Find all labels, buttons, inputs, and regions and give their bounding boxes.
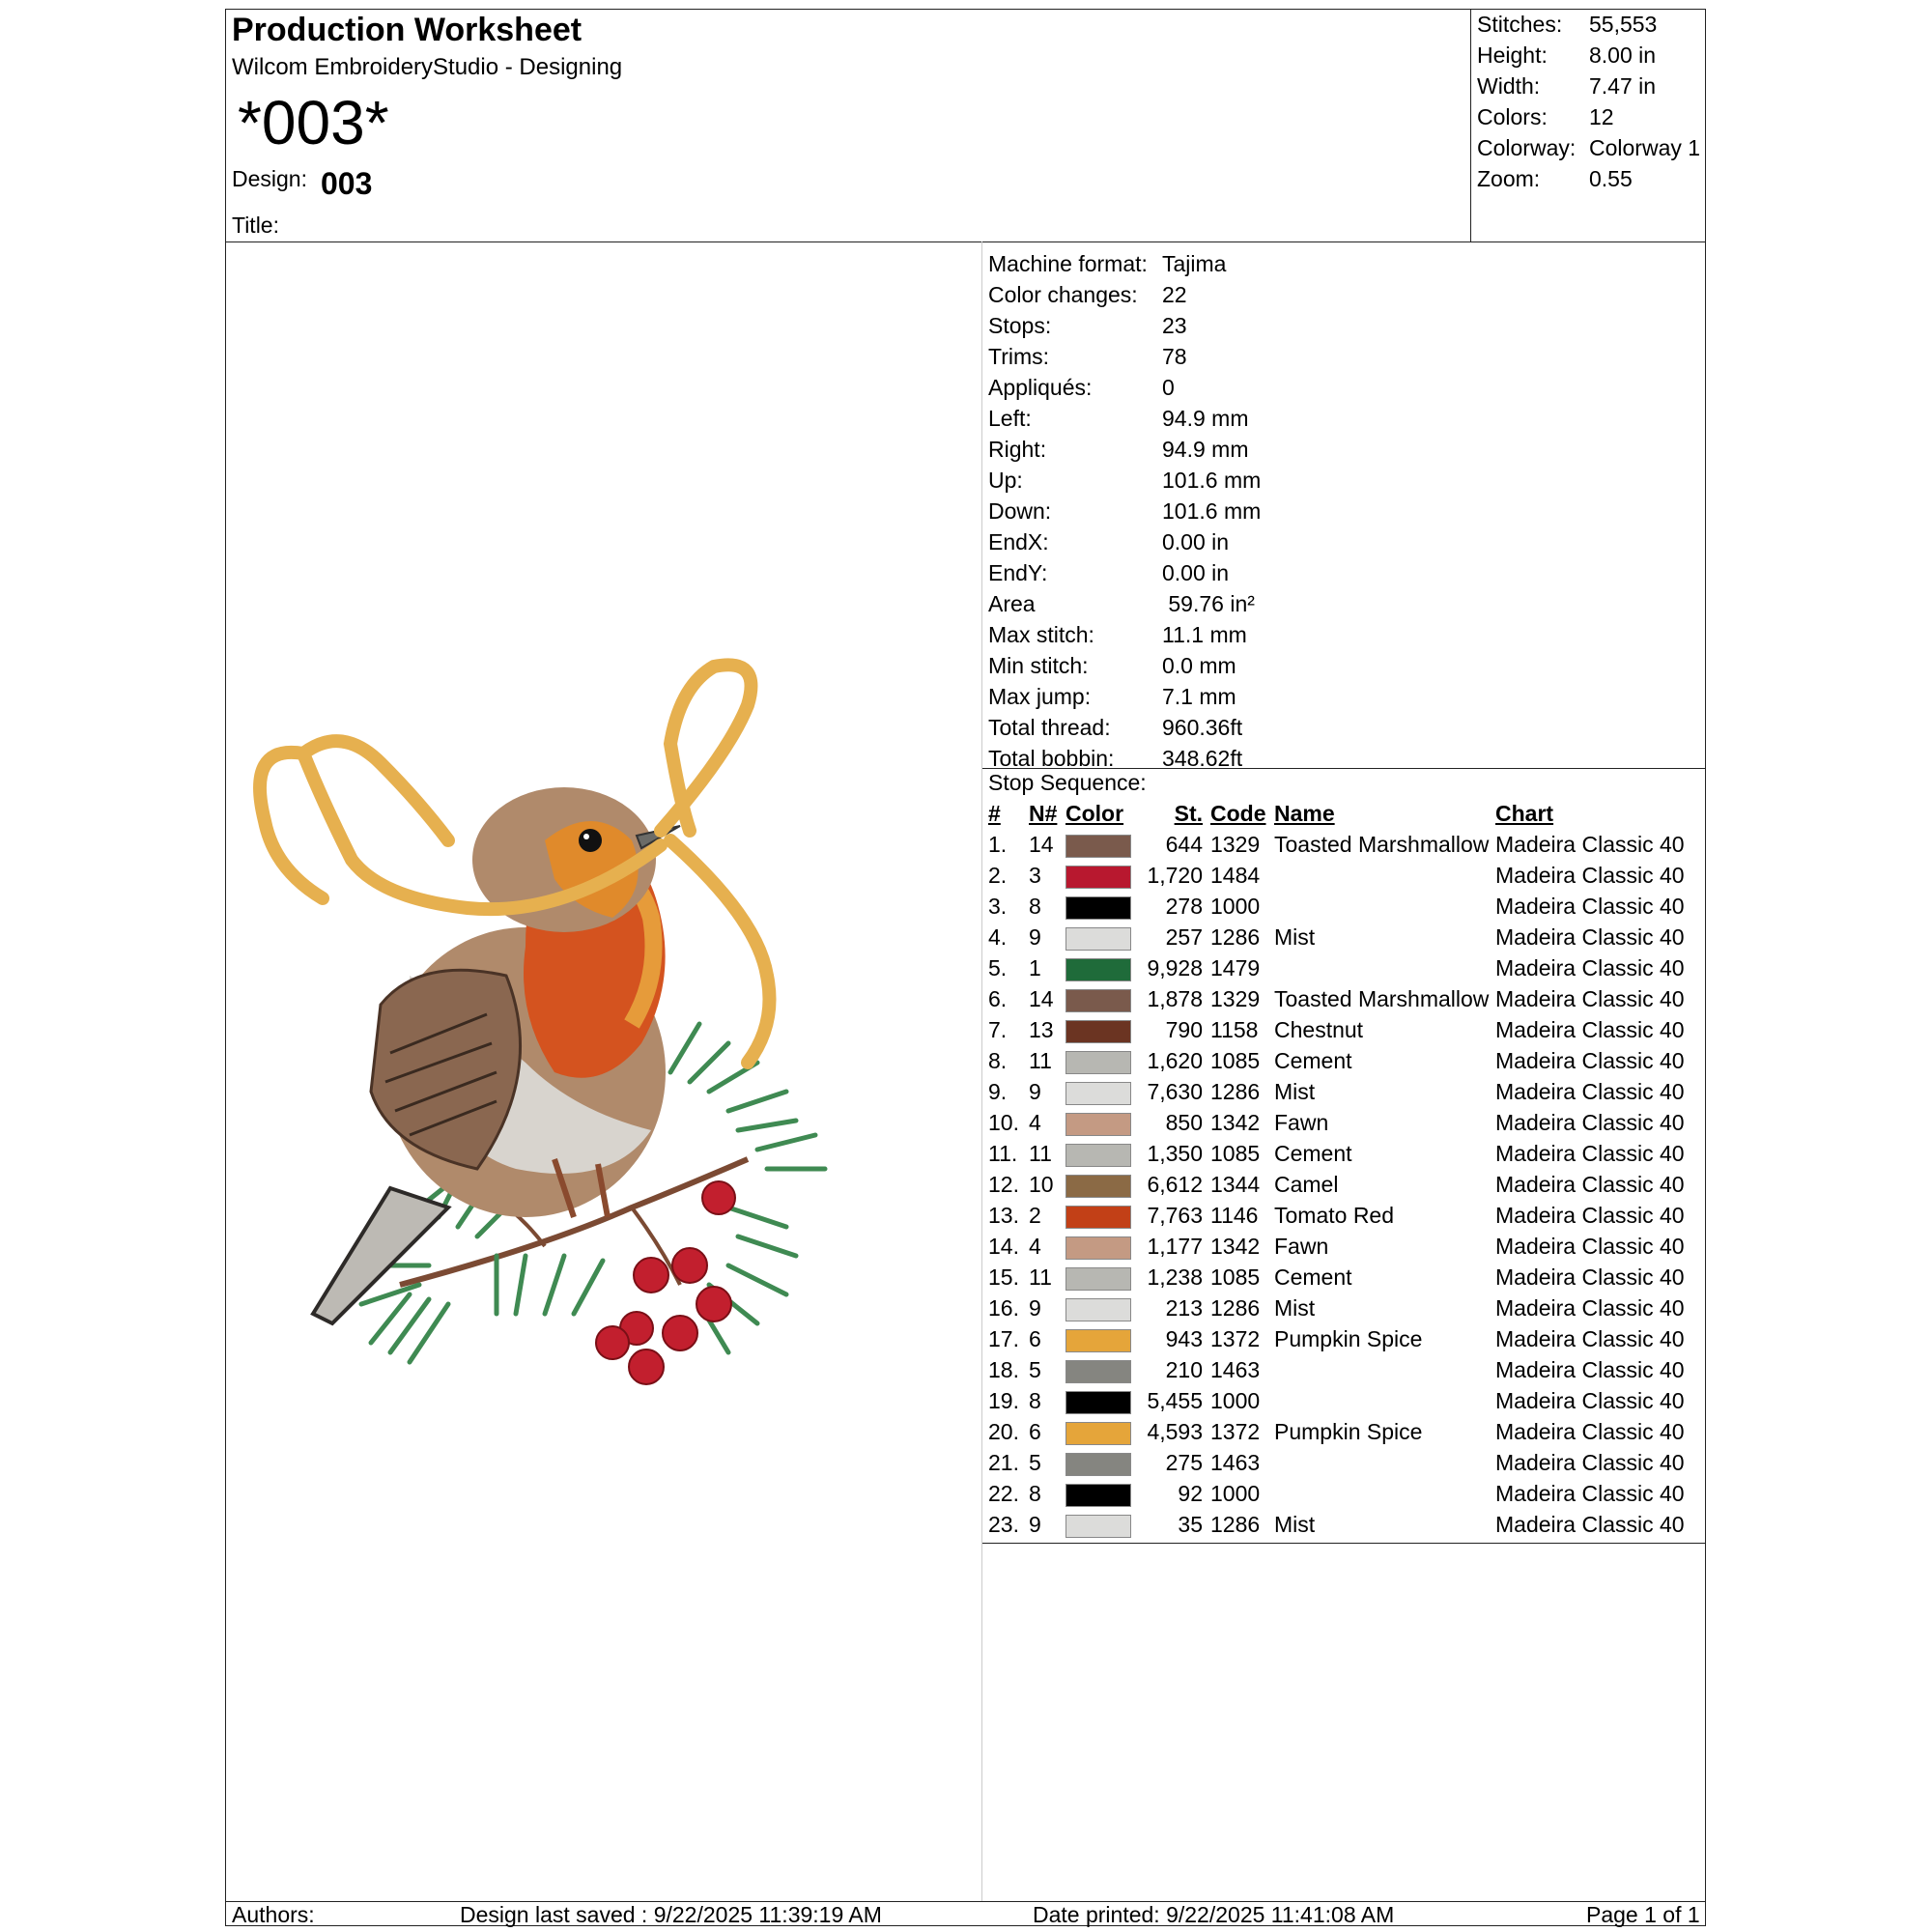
worksheet-title: Production Worksheet [232,12,582,48]
row-code: 1146 [1210,1203,1259,1228]
row-chart: Madeira Classic 40 [1495,1512,1685,1537]
row-stitches: 257 [1165,924,1203,950]
row-index: 12. [988,1172,1019,1197]
row-chart: Madeira Classic 40 [1495,1357,1685,1382]
row-stitches: 790 [1165,1017,1203,1042]
row-chart: Madeira Classic 40 [1495,863,1685,888]
info-max-jump: Max jump: 7.1 mm [988,684,1236,709]
row-needle: 3 [1029,863,1041,888]
table-row [982,1172,1705,1203]
row-needle: 6 [1029,1326,1041,1351]
info-total-thread: Total thread: 960.36ft [988,715,1243,740]
col-code: Code [1210,801,1266,826]
info-down: Down: 101.6 mm [988,498,1262,524]
info-trims: Trims: 78 [988,344,1187,369]
row-index: 9. [988,1079,1008,1104]
table-row [982,1326,1705,1357]
color-swatch [1065,1453,1131,1476]
color-swatch [1065,835,1131,858]
table-row [982,955,1705,986]
info-endy: EndY: 0.00 in [988,560,1230,585]
color-swatch [1065,1020,1131,1043]
row-code: 1342 [1210,1234,1261,1259]
info-left: Left: 94.9 mm [988,406,1249,431]
design-stats-box [1470,10,1706,242]
info-area: Area 59.76 in² [988,591,1255,616]
info-machine-format: Machine format: Tajima [988,251,1227,276]
table-row [982,1017,1705,1048]
row-stitches: 850 [1165,1110,1203,1135]
color-swatch [1065,1329,1131,1352]
row-needle: 4 [1029,1234,1041,1259]
color-swatch [1065,1051,1131,1074]
row-index: 13. [988,1203,1019,1228]
row-index: 23. [988,1512,1019,1537]
col-name: Name [1274,801,1335,826]
row-needle: 8 [1029,894,1041,919]
row-stitches: 9,928 [1147,955,1203,980]
col-color: Color [1065,801,1124,826]
row-needle: 4 [1029,1110,1041,1135]
row-code: 1286 [1210,1512,1261,1537]
row-needle: 11 [1029,1141,1052,1166]
info-min-stitch: Min stitch: 0.0 mm [988,653,1236,678]
row-code: 1463 [1210,1450,1261,1475]
row-needle: 10 [1029,1172,1054,1197]
table-row [982,1048,1705,1079]
info-endx: EndX: 0.00 in [988,529,1230,554]
row-chart: Madeira Classic 40 [1495,1141,1685,1166]
row-code: 1484 [1210,863,1261,888]
row-stitches: 35 [1178,1512,1203,1537]
table-row [982,1079,1705,1110]
row-needle: 9 [1029,924,1041,950]
row-stitches: 275 [1165,1450,1203,1475]
table-row [982,1388,1705,1419]
color-swatch [1065,1298,1131,1321]
row-needle: 5 [1029,1357,1041,1382]
robin-embroidery-image [226,242,981,1901]
color-swatch [1065,1484,1131,1507]
row-stitches: 943 [1165,1326,1203,1351]
row-code: 1085 [1210,1141,1261,1166]
row-stitches: 1,177 [1147,1234,1203,1259]
row-name: Cement [1274,1048,1352,1073]
row-stitches: 92 [1178,1481,1203,1506]
table-row [982,1141,1705,1172]
stat-colors: Colors: 12 [1477,104,1614,129]
row-name: Toasted Marshmallow [1274,832,1490,857]
row-chart: Madeira Classic 40 [1495,1203,1685,1228]
row-code: 1000 [1210,1481,1261,1506]
info-max-stitch: Max stitch: 11.1 mm [988,622,1247,647]
table-row [982,1234,1705,1264]
row-index: 1. [988,832,1008,857]
table-row [982,1203,1705,1234]
row-chart: Madeira Classic 40 [1495,955,1685,980]
row-chart: Madeira Classic 40 [1495,1110,1685,1135]
row-code: 1372 [1210,1419,1261,1444]
row-index: 5. [988,955,1008,980]
col-stitches: St. [1174,801,1203,826]
color-swatch [1065,989,1131,1012]
production-worksheet [225,9,1706,1926]
design-preview [226,242,982,1901]
row-needle: 13 [1029,1017,1054,1042]
row-needle: 2 [1029,1203,1041,1228]
row-needle: 8 [1029,1481,1041,1506]
footer-page: Page 1 of 1 [1586,1902,1700,1927]
row-index: 16. [988,1295,1019,1321]
col-needle: N# [1029,801,1058,826]
color-swatch [1065,1236,1131,1260]
row-chart: Madeira Classic 40 [1495,1326,1685,1351]
stat-width: Width: 7.47 in [1477,73,1657,99]
row-stitches: 213 [1165,1295,1203,1321]
row-index: 11. [988,1141,1018,1166]
row-code: 1329 [1210,986,1261,1011]
row-code: 1085 [1210,1048,1261,1073]
row-chart: Madeira Classic 40 [1495,1264,1685,1290]
info-stops: Stops: 23 [988,313,1187,338]
row-name: Cement [1274,1264,1352,1290]
row-chart: Madeira Classic 40 [1495,1295,1685,1321]
row-stitches: 6,612 [1147,1172,1203,1197]
row-needle: 5 [1029,1450,1041,1475]
color-swatch [1065,1267,1131,1291]
row-stitches: 7,763 [1147,1203,1203,1228]
row-code: 1000 [1210,1388,1261,1413]
color-swatch [1065,1082,1131,1105]
row-name: Mist [1274,1079,1316,1104]
row-code: 1158 [1210,1017,1259,1042]
color-swatch [1065,866,1131,889]
row-stitches: 1,620 [1147,1048,1203,1073]
divider [982,1543,1705,1544]
row-name: Tomato Red [1274,1203,1395,1228]
row-stitches: 1,720 [1147,863,1203,888]
color-swatch [1065,1175,1131,1198]
row-name: Mist [1274,1295,1316,1321]
info-up: Up: 101.6 mm [988,468,1262,493]
color-swatch [1065,1144,1131,1167]
row-name: Fawn [1274,1234,1329,1259]
table-row [982,924,1705,955]
row-chart: Madeira Classic 40 [1495,1234,1685,1259]
color-swatch [1065,958,1131,981]
row-stitches: 4,593 [1147,1419,1203,1444]
row-stitches: 7,630 [1147,1079,1203,1104]
divider [982,768,1705,769]
info-color-changes: Color changes: 22 [988,282,1187,307]
table-row [982,894,1705,924]
row-index: 14. [988,1234,1019,1259]
row-needle: 14 [1029,832,1054,857]
worksheet-footer [226,1901,1705,1927]
col-chart: Chart [1495,801,1554,826]
row-chart: Madeira Classic 40 [1495,1172,1685,1197]
row-index: 8. [988,1048,1008,1073]
footer-authors: Authors: [232,1902,315,1927]
row-index: 15. [988,1264,1019,1290]
stat-height: Height: 8.00 in [1477,43,1657,68]
row-code: 1344 [1210,1172,1261,1197]
color-swatch [1065,896,1131,920]
row-index: 18. [988,1357,1019,1382]
row-needle: 6 [1029,1419,1041,1444]
row-needle: 9 [1029,1295,1041,1321]
row-index: 4. [988,924,1008,950]
row-index: 20. [988,1419,1019,1444]
info-total-bobbin: Total bobbin: 348.62ft [988,746,1243,771]
row-name: Cement [1274,1141,1352,1166]
col-index: # [988,801,1001,826]
stop-sequence-label: Stop Sequence: [988,770,1147,795]
row-name: Pumpkin Spice [1274,1326,1423,1351]
color-swatch [1065,1391,1131,1414]
table-row [982,1110,1705,1141]
row-code: 1085 [1210,1264,1261,1290]
row-stitches: 5,455 [1147,1388,1203,1413]
footer-date-printed: Date printed: 9/22/2025 11:41:08 AM [1033,1902,1395,1927]
row-stitches: 210 [1165,1357,1203,1382]
row-stitches: 1,350 [1147,1141,1203,1166]
row-name: Mist [1274,924,1316,950]
info-appliques: Appliqués: 0 [988,375,1175,400]
row-code: 1372 [1210,1326,1261,1351]
stat-colorway: Colorway: Colorway 1 [1477,135,1701,160]
row-name: Chestnut [1274,1017,1364,1042]
table-row [982,1450,1705,1481]
row-needle: 11 [1029,1264,1052,1290]
row-code: 1463 [1210,1357,1261,1382]
row-chart: Madeira Classic 40 [1495,1419,1685,1444]
row-index: 6. [988,986,1008,1011]
info-right: Right: 94.9 mm [988,437,1249,462]
stat-stitches: Stitches: 55,553 [1477,12,1658,37]
row-stitches: 1,238 [1147,1264,1203,1290]
table-row [982,1512,1705,1543]
row-name: Camel [1274,1172,1339,1197]
row-index: 3. [988,894,1008,919]
software-subtitle: Wilcom EmbroideryStudio - Designing [232,54,623,80]
row-chart: Madeira Classic 40 [1495,832,1685,857]
row-stitches: 278 [1165,894,1203,919]
color-swatch [1065,927,1131,951]
row-code: 1342 [1210,1110,1261,1135]
row-code: 1329 [1210,832,1261,857]
row-index: 10. [988,1110,1019,1135]
row-needle: 8 [1029,1388,1041,1413]
row-needle: 1 [1029,955,1041,980]
row-needle: 9 [1029,1512,1041,1537]
row-chart: Madeira Classic 40 [1495,1450,1685,1475]
row-code: 1286 [1210,1079,1261,1104]
color-swatch [1065,1360,1131,1383]
table-row [982,1481,1705,1512]
row-chart: Madeira Classic 40 [1495,1481,1685,1506]
row-needle: 9 [1029,1079,1041,1104]
row-index: 2. [988,863,1008,888]
row-chart: Madeira Classic 40 [1495,894,1685,919]
row-index: 21. [988,1450,1019,1475]
row-index: 17. [988,1326,1019,1351]
design-label: Design: [232,166,307,191]
row-index: 19. [988,1388,1019,1413]
row-chart: Madeira Classic 40 [1495,1388,1685,1413]
color-swatch [1065,1515,1131,1538]
row-code: 1286 [1210,924,1261,950]
row-code: 1000 [1210,894,1261,919]
row-code: 1479 [1210,955,1261,980]
table-row [982,1419,1705,1450]
row-stitches: 1,878 [1147,986,1203,1011]
row-needle: 11 [1029,1048,1052,1073]
machine-info [982,242,1705,782]
row-chart: Madeira Classic 40 [1495,1017,1685,1042]
row-name: Fawn [1274,1110,1329,1135]
table-row [982,832,1705,863]
row-index: 7. [988,1017,1008,1042]
row-stitches: 644 [1165,832,1203,857]
table-row [982,1357,1705,1388]
row-needle: 14 [1029,986,1054,1011]
row-index: 22. [988,1481,1019,1506]
row-chart: Madeira Classic 40 [1495,1048,1685,1073]
row-name: Mist [1274,1512,1316,1537]
color-swatch [1065,1113,1131,1136]
worksheet-header [226,10,1705,242]
row-code: 1286 [1210,1295,1261,1321]
row-chart: Madeira Classic 40 [1495,924,1685,950]
row-name: Toasted Marshmallow [1274,986,1490,1011]
table-row [982,986,1705,1017]
table-row [982,1295,1705,1326]
design-code: *003* [238,88,389,157]
row-name: Pumpkin Spice [1274,1419,1423,1444]
footer-last-saved: Design last saved : 9/22/2025 11:39:19 AM [460,1902,882,1927]
row-chart: Madeira Classic 40 [1495,1079,1685,1104]
stop-table-header [982,801,1705,832]
title-label: Title: [232,213,279,238]
color-swatch [1065,1206,1131,1229]
color-swatch [1065,1422,1131,1445]
table-row [982,1264,1705,1295]
table-row [982,863,1705,894]
stat-zoom: Zoom: 0.55 [1477,166,1633,191]
row-chart: Madeira Classic 40 [1495,986,1685,1011]
design-value: 003 [321,166,373,201]
